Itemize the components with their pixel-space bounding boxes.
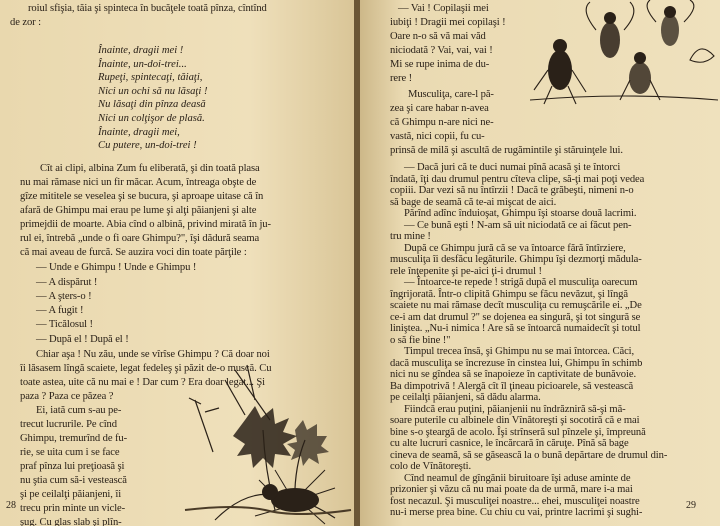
dialogue-line: — Unde e Ghimpu ! Unde e Ghimpu ! xyxy=(36,262,197,273)
text-line: Părînd adînc înduioşat, Ghimpu îşi stoarse două lacrimi. xyxy=(404,208,637,219)
right-page xyxy=(360,0,720,526)
dialogue-line: — A dispărut ! xyxy=(36,277,98,288)
paragraph-line: că mai aveau de furcă. Se auzira voci din toate părţile : xyxy=(20,247,247,258)
text-line: bine s-o şteargă de acolo. Îşi strînseră sul pînzele şi, împreună xyxy=(390,426,646,438)
verse-line: Nu lăsaţi din pînza deasă xyxy=(98,99,206,111)
verse-line: Înainte, un-doi-trei... xyxy=(98,58,187,70)
dialogue-line: — A fugit ! xyxy=(36,305,84,316)
page-number: 28 xyxy=(6,500,16,511)
dialogue-line: — Ticălosul ! xyxy=(36,319,93,330)
text-line: Fiindcă erau puţini, păianjenii nu îndrăzniră să-şi mă- xyxy=(404,403,626,415)
paragraph-line: nu ştia cum să-i vestească xyxy=(20,475,127,486)
paragraph-line: nu mai rămase nici un fir măcar. Acum, întreaga obşte de xyxy=(20,177,257,188)
poem-verse xyxy=(98,44,207,153)
text-line: cineva de seamă, să se găsească la o bună depărtare de drumul din- xyxy=(390,449,668,461)
text-line: — Vai ! Copilaşii mei xyxy=(398,3,489,14)
text-line: fost necazul. Şi musculiţei noastre... ehei, musculiţei noastre xyxy=(390,495,640,507)
verse-line: Înainte, dragii mei, xyxy=(98,126,180,138)
text-line: ce-i am dat drumul ?" se dojenea ea singură, şi tot singură se xyxy=(390,311,641,323)
paragraph-line: paza ? Paza ce păzea ? xyxy=(20,391,114,402)
text-line: zea şi care habar n-avea xyxy=(390,103,489,114)
text-line: prinsă de milă şi ascultă de rugămintile şi stăruinţele lui. xyxy=(390,145,623,156)
text-line: dacă musculiţa se încrezuse în cinstea lui, Ghimpu în schimb xyxy=(390,357,643,369)
text-line: Oare n-o să vă mai văd xyxy=(390,31,486,42)
verse-line: Nici un colţişor de plasă. xyxy=(98,112,205,124)
text-line: prizonier şi văzu că nu mai poate da de urmă, mare i-a mai xyxy=(390,484,633,495)
thistle-spider-illustration xyxy=(175,360,353,526)
text-line: copiii. Dar vezi să nu întîrzii ! Dacă te grăbeşti, nimeni n-o xyxy=(390,185,634,196)
verse-line: Rupeţi, spintecaţi, tăiaţi, xyxy=(98,72,203,84)
text-line: vastă, nici copii, fu cu- xyxy=(390,131,485,142)
paragraph-line: afară de Ghimpu mai erau pe lume şi alţi păianjeni şi alte xyxy=(20,205,257,216)
text-line: liniştea. „Nu-i nimica ! Are să se întoarcă numaidecît şi totul xyxy=(390,323,641,334)
intro-line: de zor : xyxy=(10,17,41,28)
paragraph-line: trecu prin minte un vicle- xyxy=(20,503,126,514)
paragraph-line: primejdii de moarte. Abia cînd o albină, privind mirată în ju- xyxy=(20,219,271,230)
page-number: 29 xyxy=(686,500,696,511)
paragraph-line: Ei, iată cum s-au pe- xyxy=(36,405,122,416)
text-line: nu-i merse prea bine. Cu chiu cu vai, printre lacrimi şi sughi- xyxy=(390,507,643,518)
paragraph-line: rie, se uita cum i se face xyxy=(20,447,120,458)
verse-line: Înainte, dragii mei ! xyxy=(98,45,184,56)
text-line: musculiţa îi desfăcu legăturile. Ghimpu îşi dezmorţi mădula- xyxy=(390,254,642,265)
text-line: — Dacă juri că te duci numai pînă acasă şi te întorci xyxy=(404,162,621,173)
text-line: Musculiţa, care-l pă- xyxy=(408,89,494,100)
paragraph-line: şi pe ceilalţi păianjeni, îi xyxy=(20,489,122,500)
text-line: îndată, îţi dau drumul pentru cîteva clipe, să-ţi mai poţi vedea xyxy=(390,173,645,185)
text-line: Ba dimpotrivă ! Alergă cît îl ţineau picioarele, să vestească xyxy=(390,380,634,392)
paragraph-line: Chiar aşa ! Nu zău, unde se vîrîse Ghimpu ? Că doar noi xyxy=(36,349,270,360)
text-line: scaiete nu mai rămase decît musculiţa cu remuşcările ei. „De xyxy=(390,300,642,311)
text-line: — Ce bună eşti ! N-am să uit niciodată ce ai făcut pen- xyxy=(404,219,632,231)
text-line: îngrijorată. Într-o clipită Ghimpu se făcu nevăzut, şi lîngă xyxy=(390,288,628,300)
text-line: soare puterile cu albinele din Vînătoreşti şi socotiră că e mai xyxy=(390,415,640,426)
paragraph-line: gîze mititele se veselea şi se bucura, şi aproape uitase că în xyxy=(20,191,264,202)
verse-line: Cu putere, un-doi-trei ! xyxy=(98,140,197,152)
text-line: niciodată ? Vai, vai, vai ! xyxy=(390,45,493,56)
dialogue-line: — A şters-o ! xyxy=(36,291,92,302)
text-line: — Întoarce-te repede ! strigă după el musculiţa oarecum xyxy=(404,277,638,288)
text-line: nici nu se gîndea să se înapoieze în captivitate de bunăvoie. xyxy=(390,369,636,380)
dialogue-line: — După el ! După el ! xyxy=(36,334,129,345)
text-line: o să fie bine !" xyxy=(390,334,451,346)
paragraph-line: îi lăsasem lîngă scaiete, legat fedeleş şi păzit de-o muscă. Cu xyxy=(20,363,272,374)
left-page xyxy=(0,0,356,526)
text-line: cu alte lucruri casnice, le încărcară în căruţe. Pînă să bage xyxy=(390,438,629,449)
text-line: Timpul trecea însă, şi Ghimpu nu se mai întorcea. Căci, xyxy=(404,346,635,357)
text-line: colo de Vînătoreşti. xyxy=(390,461,472,472)
text-line: tru mine ! xyxy=(390,231,431,242)
text-line: După ce Ghimpu jură că se va întoarce fără întîrziere, xyxy=(404,242,626,254)
paragraph-line: trecut lucrurile. Pe cînd xyxy=(20,419,117,430)
verse-line: Nici un ochi să nu lăsaţi ! xyxy=(98,85,208,97)
paragraph-line: şug. Cu glas slab şi plîn- xyxy=(20,517,122,526)
paragraph-line: Ghimpu, tremurînd de fu- xyxy=(20,433,128,444)
text-line: rere ! xyxy=(390,73,413,84)
paragraph-line: praf pînza lui preţioasă şi xyxy=(20,461,125,472)
text-line: Cînd neamul de gîngănii biruitoare îşi aduse aminte de xyxy=(404,472,631,484)
paragraph-line: rul ei, întrebă „unde o fi oare Ghimpu?", îşi dădură seama xyxy=(20,233,260,244)
text-line: rele înţepenite şi pe-aici ţi-i drumul ! xyxy=(390,265,542,277)
paragraph-line: Cît ai clipi, albina Zum fu eliberată, şi din toată plasa xyxy=(40,163,260,174)
text-line: să bage de seamă că te-ai mişcat de aici. xyxy=(390,196,557,208)
text-line: iubiţi ! Dragii mei copilaşi ! xyxy=(390,17,506,28)
text-line: pe ceilalţi păianjeni, să dădu alarma. xyxy=(390,392,541,403)
intro-line: roiul sfişia, tăia şi spinteca în bucăţele toată pînza, cîntînd xyxy=(28,3,267,14)
insects-illustration xyxy=(530,0,718,106)
text-line: Mi se rupe inima de du- xyxy=(390,59,490,70)
paragraph-line: toate astea, uite că nu mai e ! Dar cum ? Era doar legat... Şi xyxy=(20,377,265,388)
text-line: că Ghimpu n-are nici ne- xyxy=(390,117,494,128)
